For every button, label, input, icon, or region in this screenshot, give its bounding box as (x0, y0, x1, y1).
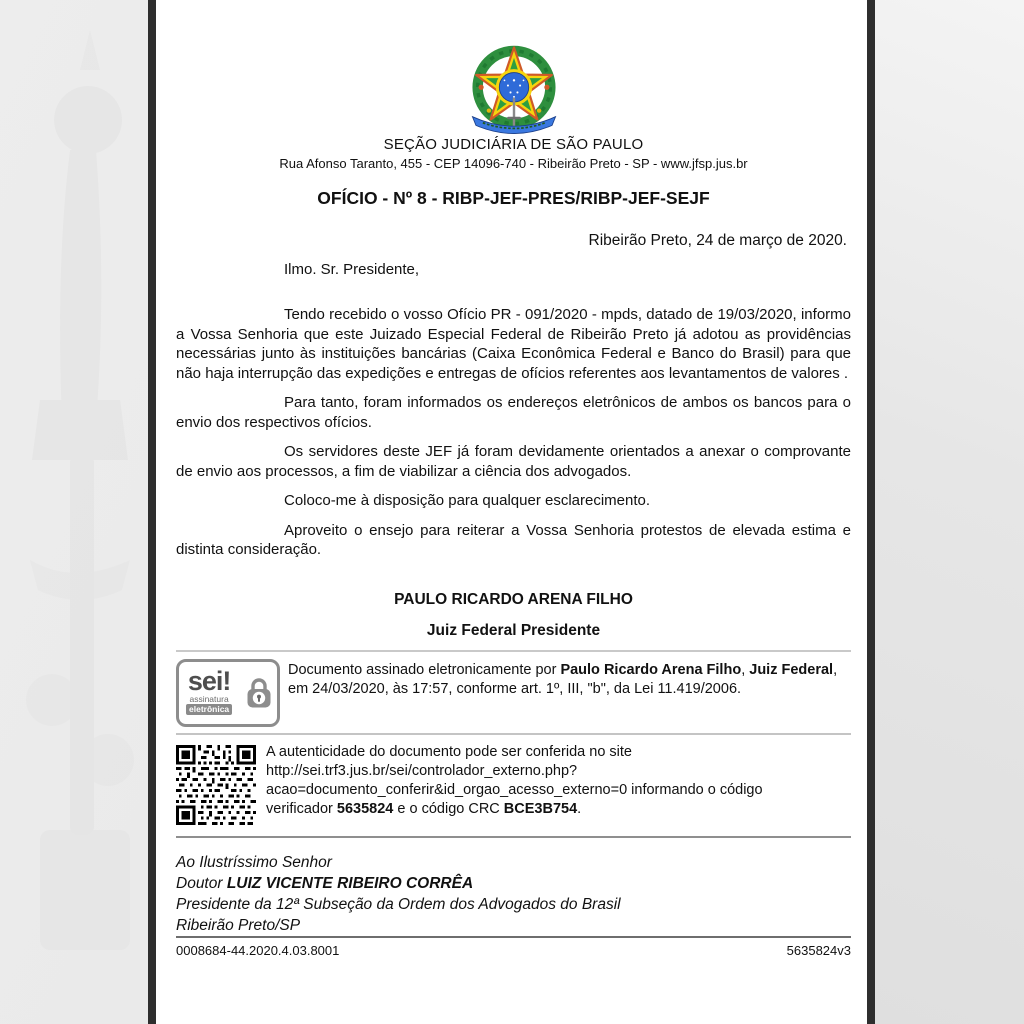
signer-role: Juiz Federal (749, 661, 834, 678)
signature-name: PAULO RICARDO ARENA FILHO (394, 590, 633, 608)
dateline: Ribeirão Preto, 24 de março de 2020. (588, 232, 847, 249)
paragraph: Tendo recebido o vosso Ofício PR - 091/2020 - mpds, datado de 19/03/2020, informo a Vossa Senhoria que este Juizado Especial Federal de Ribeirão Preto já adotou as providências necessárias junto às instituições bancárias (Caixa Econômica Federal e Banco do Brasil) para que não haja interrupção das expedições e entregas de ofícios referentes aos levantamentos de valores . (176, 306, 851, 382)
letter-body (176, 305, 851, 560)
verifier-label: verificador (266, 800, 337, 817)
addressee-line1: Ao Ilustríssimo Senhor (176, 853, 332, 871)
justice-statue-watermark (0, 0, 148, 1024)
background-sheen (874, 0, 1024, 1024)
paragraph: Os servidores deste JEF já foram devidamente orientados a anexar o comprovante de envio aos processos, a fim de viabilizar a ciência dos advogados. (176, 443, 851, 480)
verifier-code: 5635824 (336, 800, 394, 817)
authenticity-params: acao=documento_conferir&id_orgao_acesso_externo=0 informando o código (266, 781, 763, 798)
separator (176, 936, 851, 938)
document-page (148, 0, 875, 1024)
process-number: 0008684-44.2020.4.03.8001 (176, 942, 340, 958)
electronic-signature-block (176, 652, 851, 733)
sei-logo (176, 659, 280, 727)
document-footer (176, 943, 851, 958)
period: . (577, 800, 582, 817)
padlock-icon (246, 676, 272, 710)
sei-sub-eletronica: eletrônica (186, 704, 232, 715)
signature-statement-suffix: , em 24/03/2020, às 17:57, conforme art. 1º, III, "b", da Lei 11.419/2006. (288, 661, 838, 697)
addressee-block (176, 852, 851, 936)
crc-label: e o código CRC (393, 800, 504, 817)
signature-statement (288, 659, 851, 699)
authenticity-line1: A autenticidade do documento pode ser conferida no site (266, 743, 632, 760)
authenticity-block (176, 735, 851, 836)
org-address: Rua Afonso Taranto, 455 - CEP 14096-740 - Ribeirão Preto - SP - www.jfsp.jus.br (279, 156, 748, 171)
qr-code-icon (176, 741, 256, 829)
signer-name: Paulo Ricardo Arena Filho (560, 661, 742, 678)
signature-role: Juiz Federal Presidente (426, 621, 601, 639)
sei-logo-text (186, 666, 232, 715)
paragraph: Coloco-me à disposição para qualquer esclarecimento. (284, 492, 651, 509)
salutation: Ilmo. Sr. Presidente, (284, 261, 420, 278)
paragraph: Para tanto, foram informados os endereços eletrônicos de ambos os bancos para o envio dos respectivos ofícios. (176, 394, 851, 431)
sei-sub-assinatura: assinatura (189, 693, 229, 704)
separator (176, 836, 851, 838)
org-name: SEÇÃO JUDICIÁRIA DE SÃO PAULO (383, 136, 644, 153)
document-title: OFÍCIO - Nº 8 - RIBP-JEF-PRES/RIBP-JEF-SEJF (317, 188, 710, 208)
authenticity-statement (266, 741, 851, 819)
addressee-line4: Ribeirão Preto/SP (176, 916, 301, 934)
addressee-line2 (176, 873, 851, 894)
addressee-line3: Presidente da 12ª Subseção da Ordem dos Advogados do Brasil (176, 895, 621, 913)
separator-comma: , (741, 661, 750, 678)
sei-wordmark: sei! (187, 666, 231, 697)
addressee-name: LUIZ VICENTE RIBEIRO CORRÊA (226, 874, 474, 892)
addressee-title: Doutor (176, 874, 227, 892)
signature-statement-prefix: Documento assinado eletronicamente por (288, 661, 561, 678)
brazil-coat-of-arms-icon (461, 44, 567, 134)
document-version: 5635824v3 (786, 942, 851, 958)
authenticity-url: http://sei.trf3.jus.br/sei/controlador_externo.php? (266, 762, 578, 779)
paragraph: Aproveito o ensejo para reiterar a Vossa Senhoria protestos de elevada estima e distinta consideração. (176, 521, 851, 558)
crc-code: BCE3B754 (503, 800, 578, 817)
